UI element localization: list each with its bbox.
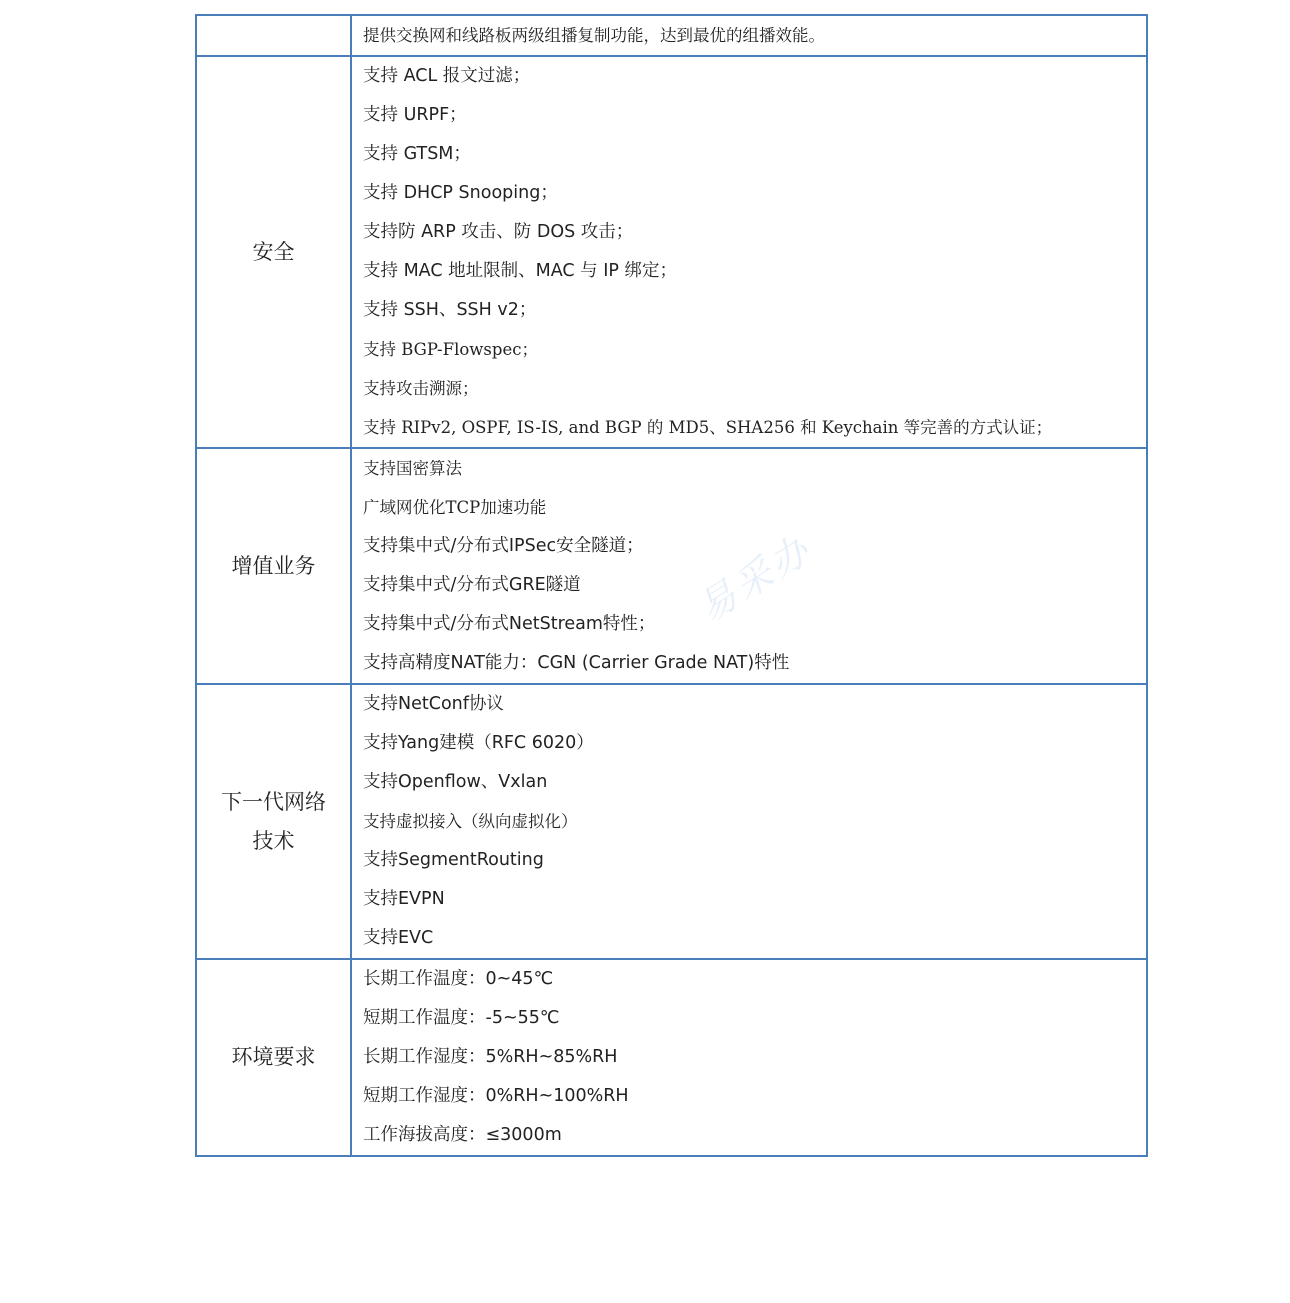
list-item: 长期工作温度：0~45℃ [363,969,554,989]
list-item: 支持 ACL 报文过滤； [363,66,531,86]
list-item: 支持 MAC 地址限制、MAC 与 IP 绑定； [363,261,677,281]
list-item: 长期工作湿度：5%RH~85%RH [363,1047,618,1067]
list-item: 短期工作湿度：0%RH~100%RH [363,1086,629,1106]
list-item: 支持 DHCP Snooping； [363,183,558,203]
category-cell-environment [196,959,351,1156]
items-cell-next-gen [351,684,1147,959]
list-item: 工作海拔高度：≤3000m [363,1125,562,1145]
list-item: 支持 SSH、SSH v2； [363,300,537,320]
list-item: 短期工作温度：-5~55℃ [363,1008,560,1028]
items-cell-value-added [351,448,1147,684]
list-item: 支持EVPN [363,889,445,909]
list-item: 广域网优化TCP加速功能 [363,498,547,517]
table-row-next-gen [196,684,1147,959]
list-item: 支持 GTSM； [363,144,471,164]
list-item: 支持Yang建模（RFC 6020） [363,733,594,753]
category-label-line-2: 技术 [252,828,295,853]
list-item: 支持集中式/分布式IPSec安全隧道； [363,536,644,556]
list-item: 支持Openflow、Vxlan [363,772,548,792]
table-row-multicast [196,15,1147,56]
list-item: 支持 RIPv2, OSPF, IS-IS, and BGP 的 MD5、SHA256 和 Keychain 等完善的方式认证； [363,418,1053,437]
category-label: 增值业务 [231,553,316,578]
list-item: 支持 BGP-Flowspec； [363,340,538,359]
items-cell-environment [351,959,1147,1156]
list-item: 支持国密算法 [363,459,462,478]
list-item: 支持NetConf协议 [363,694,504,714]
category-cell-next-gen [196,684,351,959]
spec-table [195,14,1148,1157]
category-label: 安全 [252,239,295,264]
list-item: 支持高精度NAT能力：CGN (Carrier Grade NAT)特性 [363,653,790,673]
table-row-value-added [196,448,1147,684]
list-item: 支持SegmentRouting [363,850,544,870]
list-item: 提供交换网和线路板两级组播复制功能，达到最优的组播效能。 [363,26,825,45]
items-cell-multicast [351,15,1147,56]
list-item: 支持攻击溯源； [363,379,479,398]
category-label-line-1: 下一代网络 [221,789,326,814]
category-label: 环境要求 [231,1045,316,1069]
list-item: 支持虚拟接入（纵向虚拟化） [363,812,578,831]
list-item: 支持 URPF； [363,105,467,125]
list-item: 支持集中式/分布式GRE隧道 [363,575,581,595]
category-cell-empty [196,15,351,56]
table-row-environment [196,959,1147,1156]
category-cell-security [196,56,351,448]
list-item: 支持EVC [363,928,434,948]
table-row-security [196,56,1147,448]
list-item: 支持集中式/分布式NetStream特性； [363,614,656,634]
list-item: 支持防 ARP 攻击、防 DOS 攻击； [363,222,634,242]
items-cell-security [351,56,1147,448]
category-cell-value-added [196,448,351,684]
watermark: 易采办 [689,526,820,631]
